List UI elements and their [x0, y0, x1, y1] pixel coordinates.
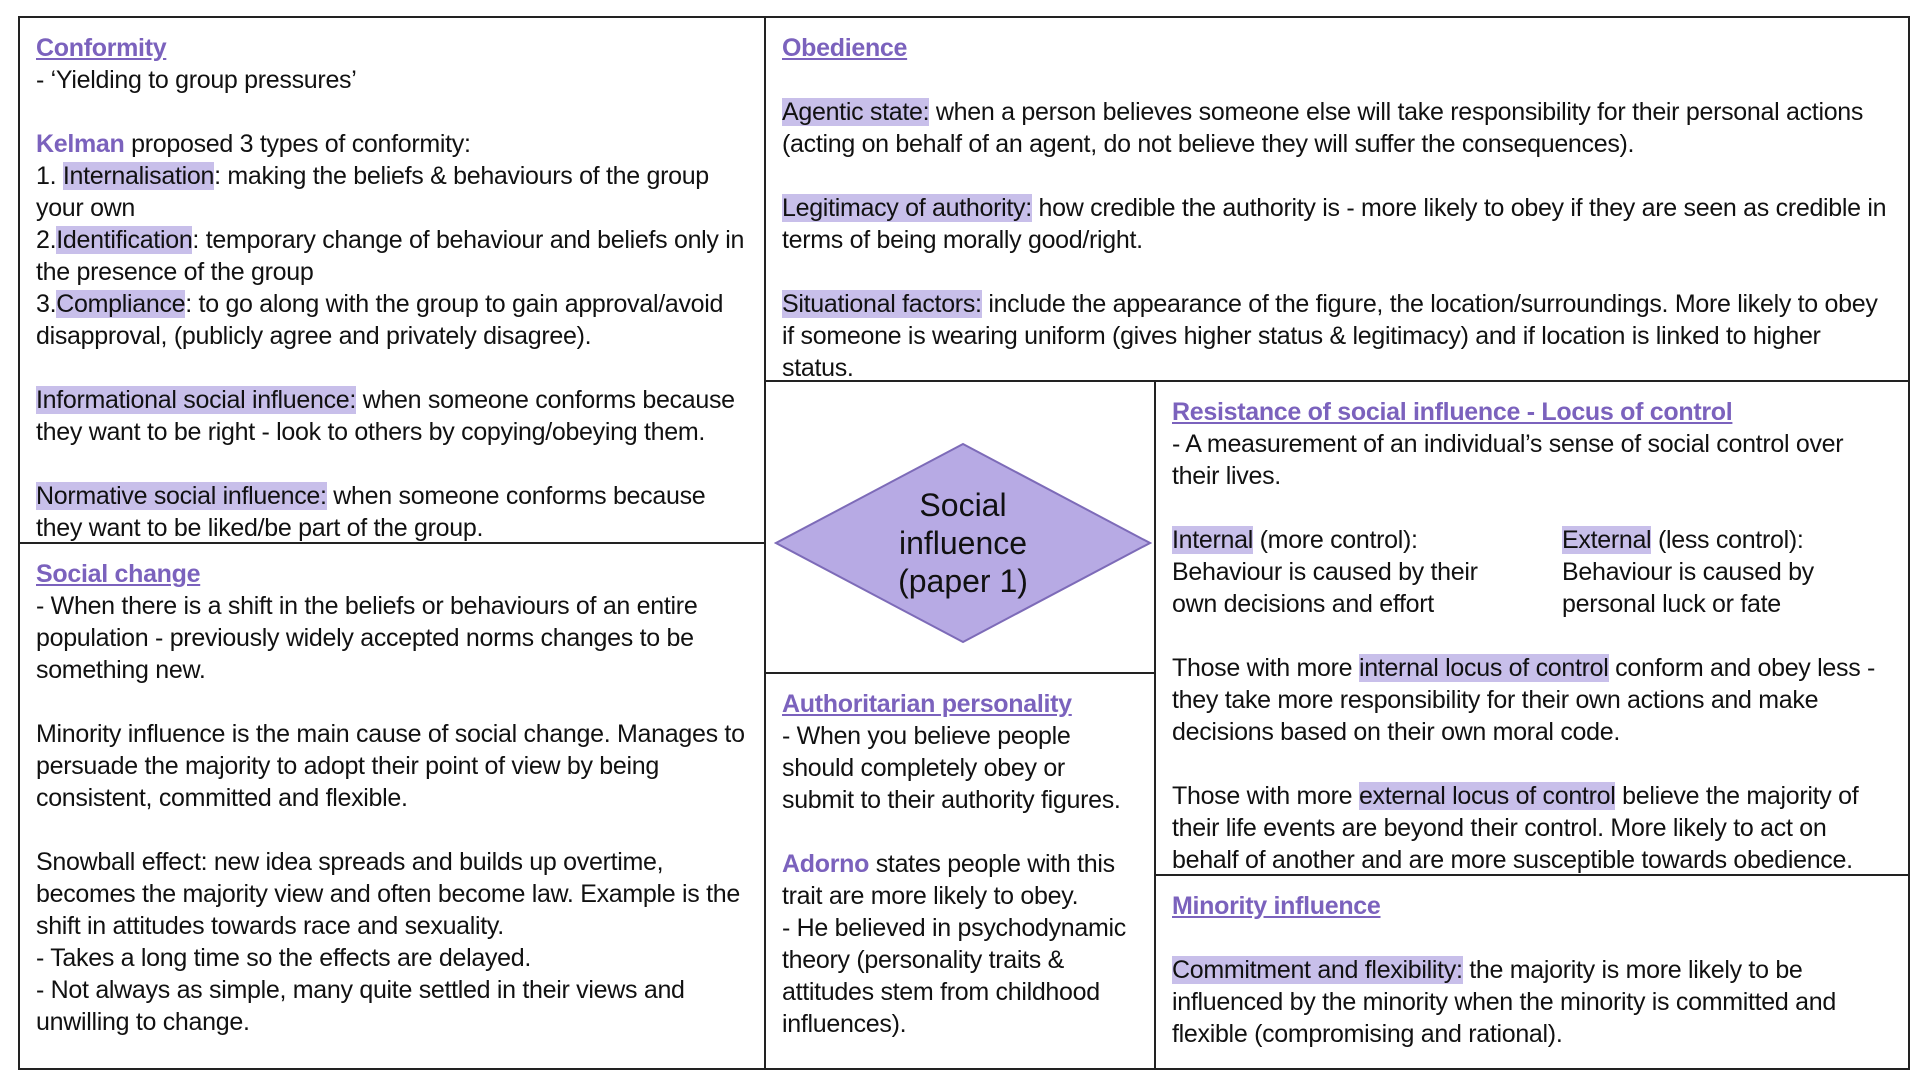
obedience-title: Obedience — [782, 34, 908, 62]
social-change-title: Social change — [36, 560, 201, 588]
locus-title: Resistance of social influence - Locus of control — [1172, 398, 1733, 426]
internal-para-end: conform and obey less - they take more responsibility for their own actions and make decisions based on their own moral code. — [1172, 654, 1876, 746]
topic-title-line-3: (paper 1) — [898, 563, 1028, 599]
authoritarian-definition: - When you believe people should completely obey or submit to their authority figures. — [782, 722, 1121, 814]
authoritarian-section — [764, 672, 1156, 1070]
conformity-section — [18, 16, 766, 544]
external-note: (less control): — [1651, 526, 1804, 554]
external-text: Behaviour is caused by personal luck or fate — [1562, 558, 1814, 618]
term-normative: Normative social influence: — [36, 482, 327, 510]
minority-influence-section — [1154, 874, 1910, 1070]
locus-of-control-section — [1154, 380, 1910, 876]
legitimacy-text: how credible the authority is - more likely to obey if they are seen as credible in terms of being morally good/right. — [782, 194, 1887, 254]
social-change-not-simple: - Not always as simple, many quite settled in their views and unwilling to change. — [36, 976, 685, 1036]
term-external-locus: external locus of control — [1358, 782, 1616, 810]
topic-title-line-1: Social — [919, 487, 1007, 523]
authoritarian-title: Authoritarian personality — [782, 690, 1072, 718]
commitment-flexibility — [1172, 954, 1892, 1050]
term-identification: Identification — [56, 226, 193, 254]
informational-text: when someone conforms because they want to be right - look to others by copying/obeying them. — [36, 386, 735, 446]
adorno-name: Adorno — [782, 850, 870, 878]
term-internal: Internal — [1172, 526, 1253, 554]
item-number: 2. — [36, 226, 57, 254]
conformity-title: Conformity — [36, 34, 167, 62]
kelman-intro — [36, 128, 748, 160]
item-text: : making the beliefs & behaviours of the group your own — [36, 162, 709, 222]
item-text: : temporary change of behaviour and beliefs only in the presence of the group — [36, 226, 745, 286]
term-commitment-flexibility: Commitment and flexibility: — [1172, 956, 1463, 984]
social-change-minority: Minority influence is the main cause of social change. Manages to persuade the majority to adopt their point of view by being consistent, committed and flexible. — [36, 720, 745, 812]
internal-para-start: Those with more — [1172, 654, 1359, 682]
external-column — [1562, 524, 1892, 620]
topic-title — [774, 442, 1152, 644]
locus-definition: - A measurement of an individual’s sense of social control over their lives. — [1172, 430, 1844, 490]
social-change-snowball: Snowball effect: new idea spreads and builds up overtime, becomes the majority view and often become law. Example is the shift in attitudes towards race and sexuality. — [36, 848, 740, 940]
term-informational: Informational social influence: — [36, 386, 357, 414]
kelman-rest: proposed 3 types of conformity: — [124, 130, 471, 158]
topic-diamond — [774, 442, 1152, 644]
term-agentic-state: Agentic state: — [782, 98, 930, 126]
internal-column — [1172, 524, 1502, 620]
obedience-section — [764, 16, 1910, 382]
conformity-type-3 — [36, 288, 748, 352]
internal-text: Behaviour is caused by their own decisions and effort — [1172, 558, 1478, 618]
normative-influence — [36, 480, 748, 544]
situational-text: include the appearance of the figure, the location/surroundings. More likely to obey if someone is wearing uniform (gives higher status & legitimacy) and if location is linked to higher status. — [782, 290, 1878, 382]
conformity-definition: - ‘Yielding to group pressures’ — [36, 66, 357, 94]
social-change-delay: - Takes a long time so the effects are delayed. — [36, 944, 531, 972]
term-internal-locus: internal locus of control — [1358, 654, 1609, 682]
conformity-type-1 — [36, 160, 748, 224]
kelman-name: Kelman — [36, 130, 125, 158]
legitimacy-of-authority — [782, 192, 1892, 256]
agentic-state — [782, 96, 1892, 160]
center-title-section — [764, 380, 1156, 674]
adorno-rest: states people with this trait are more likely to obey. — [782, 850, 1115, 910]
topic-title-line-2: influence — [898, 525, 1028, 561]
external-para-end: believe the majority of their life events are beyond their control. More likely to act on behalf of another and are more susceptible towards obedience. — [1172, 782, 1859, 874]
item-number: 3. — [36, 290, 57, 318]
internal-note: (more control): — [1253, 526, 1418, 554]
locus-columns — [1172, 524, 1892, 620]
normative-text: when someone conforms because they want to be liked/be part of the group. — [36, 482, 706, 542]
conformity-type-2 — [36, 224, 748, 288]
agentic-text: when a person believes someone else will take responsibility for their personal actions (acting on behalf of an agent, do not believe they will suffer the consequences). — [782, 98, 1864, 158]
internal-locus-paragraph — [1172, 652, 1892, 748]
informational-influence — [36, 384, 748, 448]
minority-title: Minority influence — [1172, 892, 1381, 920]
external-locus-paragraph — [1172, 780, 1892, 876]
commitment-text: the majority is more likely to be influenced by the minority when the minority is committed and flexible (compromising and rational). — [1172, 956, 1836, 1048]
social-change-section — [18, 542, 766, 1070]
term-compliance: Compliance — [56, 290, 186, 318]
item-number: 1. — [36, 162, 63, 190]
social-change-definition: - When there is a shift in the beliefs or behaviours of an entire population - previously widely accepted norms changes to be something new. — [36, 592, 698, 684]
psychodynamic-theory: - He believed in psychodynamic theory (personality traits & attitudes stem from childhood influences). — [782, 914, 1126, 1038]
term-situational: Situational factors: — [782, 290, 982, 318]
adorno-statement — [782, 848, 1138, 912]
term-internalisation: Internalisation — [62, 162, 215, 190]
term-external: External — [1562, 526, 1652, 554]
item-text: : to go along with the group to gain approval/avoid disapproval, (publicly agree and privately disagree). — [36, 290, 724, 350]
situational-factors — [782, 288, 1892, 382]
term-legitimacy: Legitimacy of authority: — [782, 194, 1032, 222]
external-para-start: Those with more — [1172, 782, 1359, 810]
